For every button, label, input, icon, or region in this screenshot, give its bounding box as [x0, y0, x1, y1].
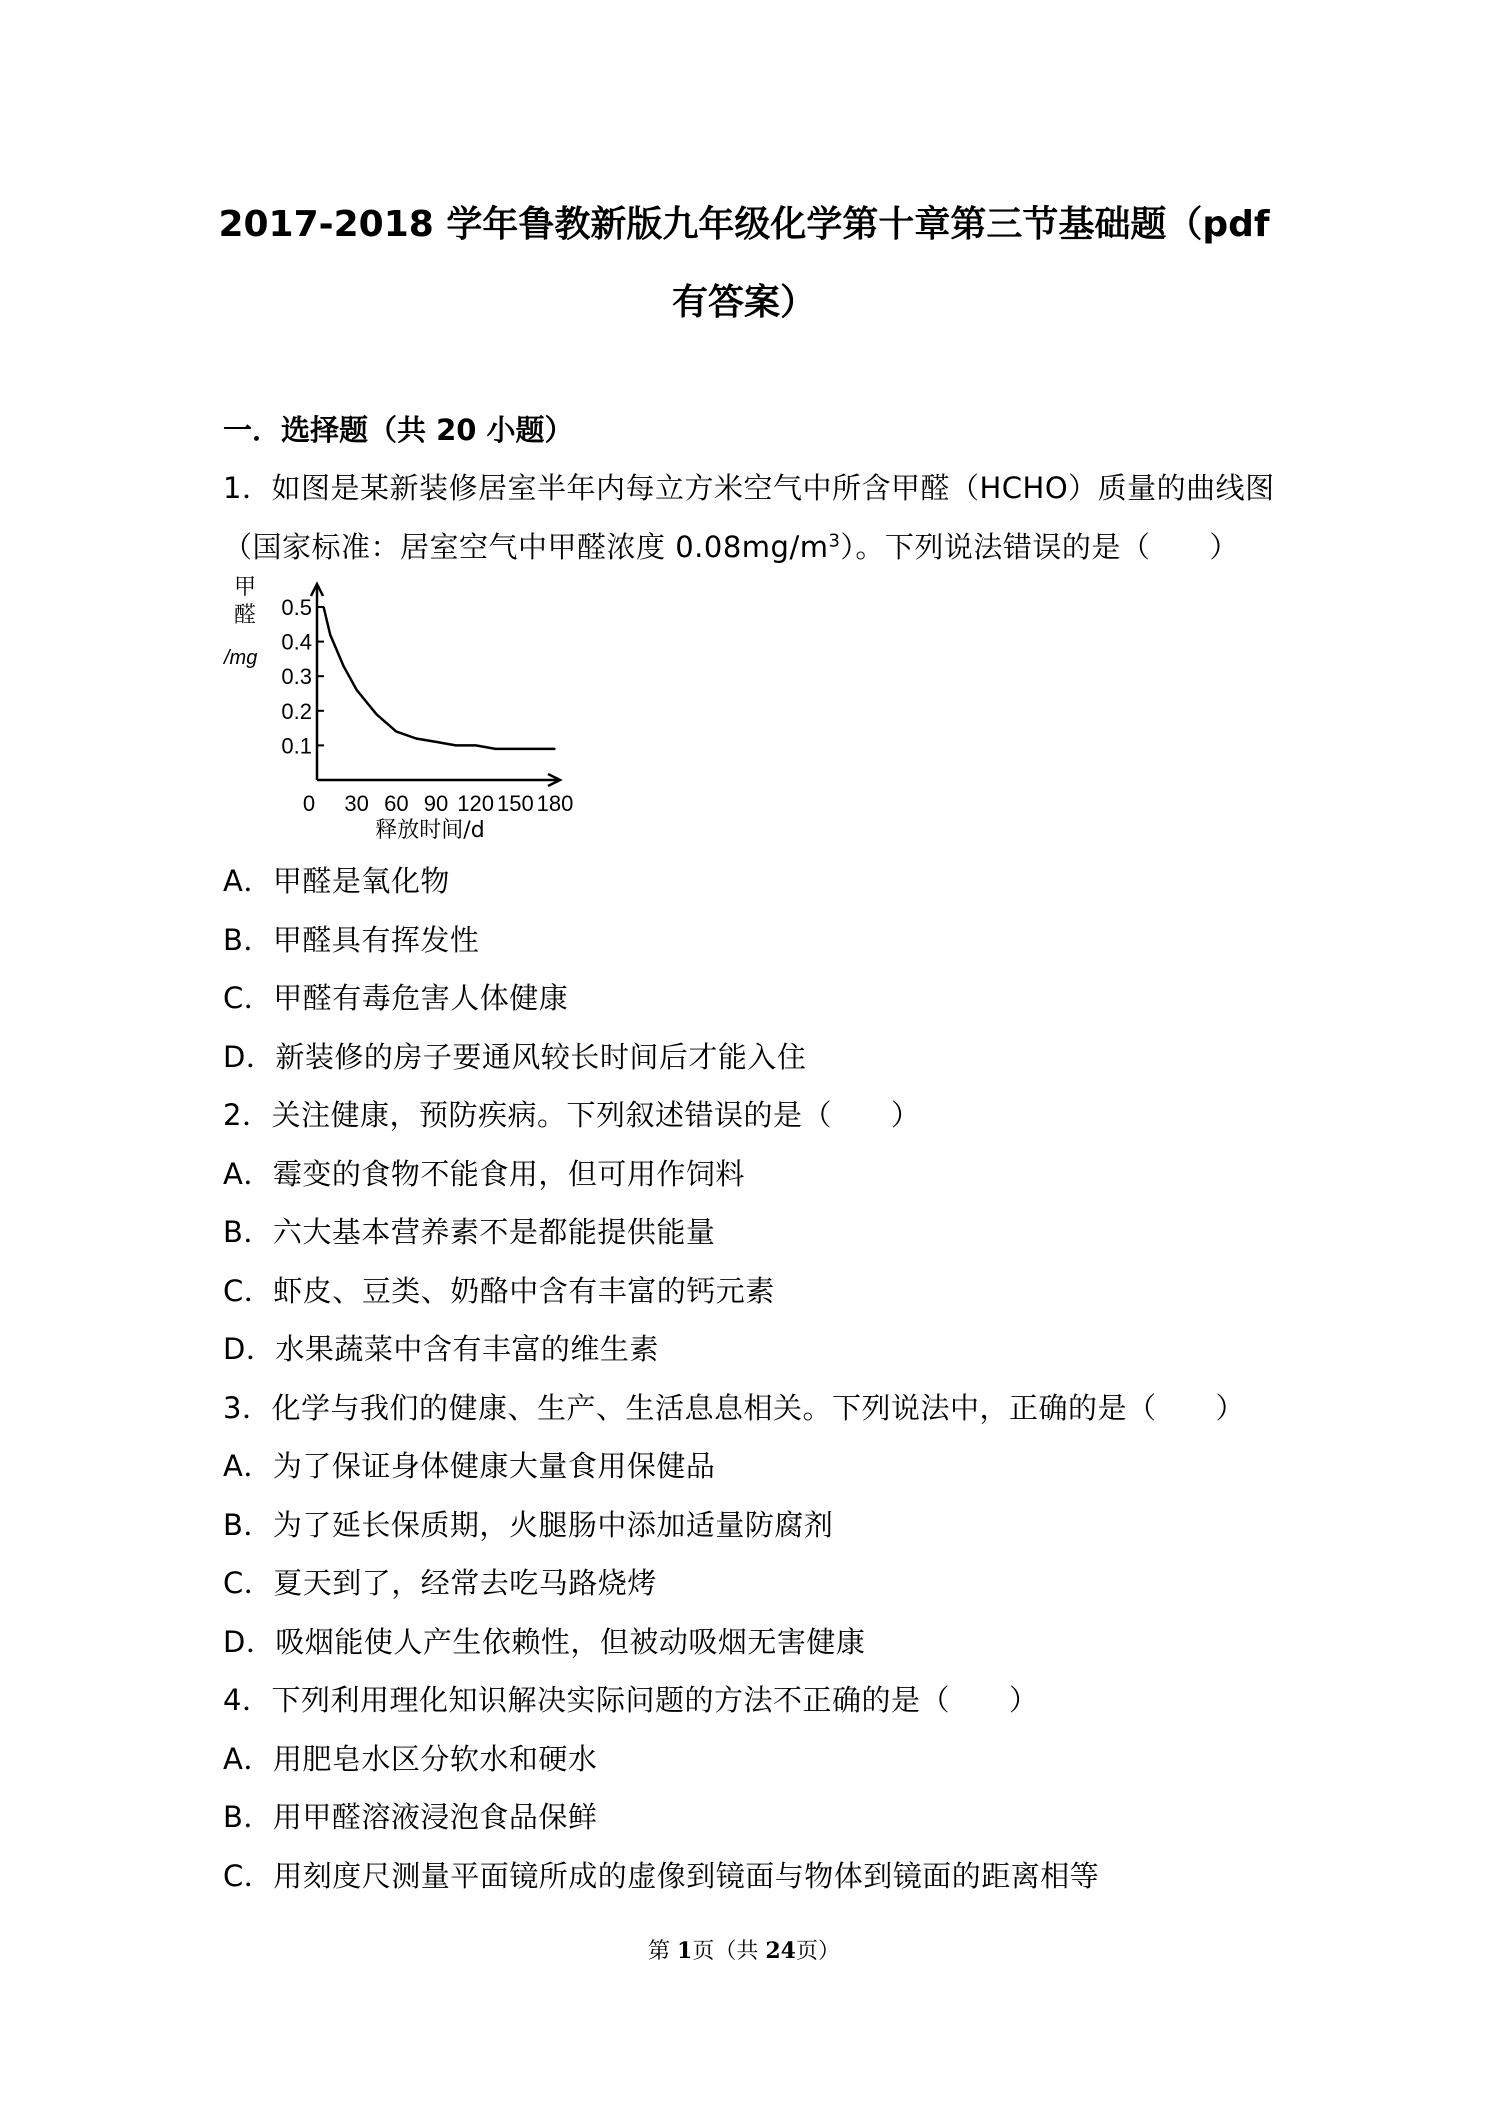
y-axis-label-char: 醛 — [234, 603, 257, 628]
q4-option-c: C．用刻度尺测量平面镜所成的虚像到镜面与物体到镜面的距离相等 — [223, 1859, 1100, 1893]
q3-stem: 3．化学与我们的健康、生产、生活息息相关。下列说法中，正确的是（ ） — [223, 1391, 1245, 1425]
data-point — [343, 665, 345, 667]
y-axis-label-char: 甲 — [234, 575, 257, 600]
q1-stem-line2-post: ）。下列说法错误的是（ ） — [840, 530, 1239, 564]
data-point — [435, 741, 437, 743]
x-tick-label: 150 — [496, 791, 534, 816]
data-point — [455, 745, 457, 747]
q3-option-b: B．为了延长保质期，火腿肠中添加适量防腐剂 — [223, 1508, 834, 1542]
footer-middle: 页（共 — [692, 1939, 766, 1964]
x-tick-label: 90 — [423, 791, 449, 816]
x-tick-label: 30 — [344, 791, 369, 816]
q2-stem: 2．关注健康，预防疾病。下列叙述错误的是（ ） — [223, 1098, 921, 1132]
chart-axes — [311, 584, 560, 786]
data-point — [356, 689, 358, 691]
q1-stem-superscript: 3 — [828, 530, 841, 552]
q1-option-d: D．新装修的房子要通风较长时间后才能入住 — [223, 1040, 807, 1074]
data-point — [415, 738, 417, 740]
formaldehyde-curve — [324, 607, 555, 749]
q4-stem: 4．下列利用理化知识解决实际问题的方法不正确的是（ ） — [223, 1683, 1039, 1717]
data-point — [323, 606, 325, 608]
formaldehyde-chart — [220, 572, 580, 842]
q2-option-b: B．六大基本营养素不是都能提供能量 — [223, 1215, 716, 1249]
q4-option-a: A．用肥皂水区分软水和硬水 — [223, 1742, 598, 1776]
data-point — [329, 634, 331, 636]
q2-option-a: A．霉变的食物不能食用，但可用作饲料 — [223, 1157, 745, 1191]
y-tick-label: 0.5 — [281, 595, 312, 620]
x-tick-label: 120 — [457, 791, 495, 816]
chart-series — [323, 606, 556, 749]
q3-option-d: D．吸烟能使人产生依赖性，但被动吸烟无害健康 — [223, 1625, 866, 1659]
q1-option-a: A．甲醛是氧化物 — [223, 864, 450, 898]
y-axis-unit-label: /mg — [224, 647, 258, 669]
q1-stem-line2 — [223, 525, 1239, 566]
footer-prefix: 第 — [648, 1939, 678, 1964]
y-tick-label: 0.2 — [281, 698, 312, 724]
y-tick-label: 0.4 — [281, 629, 312, 655]
section-header: 一．选择题（共 20 小题） — [223, 413, 574, 447]
q3-option-c: C．夏天到了，经常去吃马路烧烤 — [223, 1566, 657, 1600]
q1-stem-line2-pre: （国家标准：居室空气中甲醛浓度 0.08mg/m — [223, 530, 829, 564]
x-tick-label: 0 — [302, 791, 316, 816]
data-point — [396, 731, 398, 733]
q1-option-b: B．甲醛具有挥发性 — [223, 923, 480, 957]
chart-x-ticks — [303, 791, 573, 816]
page-footer — [0, 1934, 1488, 1965]
q2-option-d: D．水果蔬菜中含有丰富的维生素 — [223, 1332, 659, 1366]
y-tick-label: 0.3 — [281, 664, 312, 690]
document-title-line2: 有答案） — [671, 282, 816, 323]
q1-stem-line1: 1．如图是某新装修居室半年内每立方米空气中所含甲醛（HCHO）质量的曲线图 — [223, 471, 1275, 505]
data-point — [515, 748, 517, 750]
data-point — [495, 748, 497, 750]
data-point — [475, 745, 477, 747]
q3-option-a: A．为了保证身体健康大量食用保健品 — [223, 1449, 716, 1483]
x-axis-label: 释放时间/d — [375, 818, 485, 842]
x-tick-label: 180 — [536, 791, 574, 816]
footer-suffix: 页） — [795, 1939, 840, 1964]
q2-option-c: C．虾皮、豆类、奶酪中含有丰富的钙元素 — [223, 1274, 775, 1308]
data-point — [554, 748, 556, 750]
q4-option-b: B．用甲醛溶液浸泡食品保鲜 — [223, 1800, 598, 1834]
footer-page-number: 1 — [677, 1938, 693, 1964]
data-point — [376, 713, 378, 715]
data-point — [534, 748, 536, 750]
x-tick-label: 60 — [384, 791, 409, 816]
q1-option-c: C．甲醛有毒危害人体健康 — [223, 981, 569, 1015]
footer-total-pages: 24 — [765, 1938, 796, 1964]
y-tick-label: 0.1 — [281, 733, 312, 759]
document-title-line1: 2017-2018 学年鲁教新版九年级化学第十章第三节基础题（pdf — [218, 204, 1270, 245]
